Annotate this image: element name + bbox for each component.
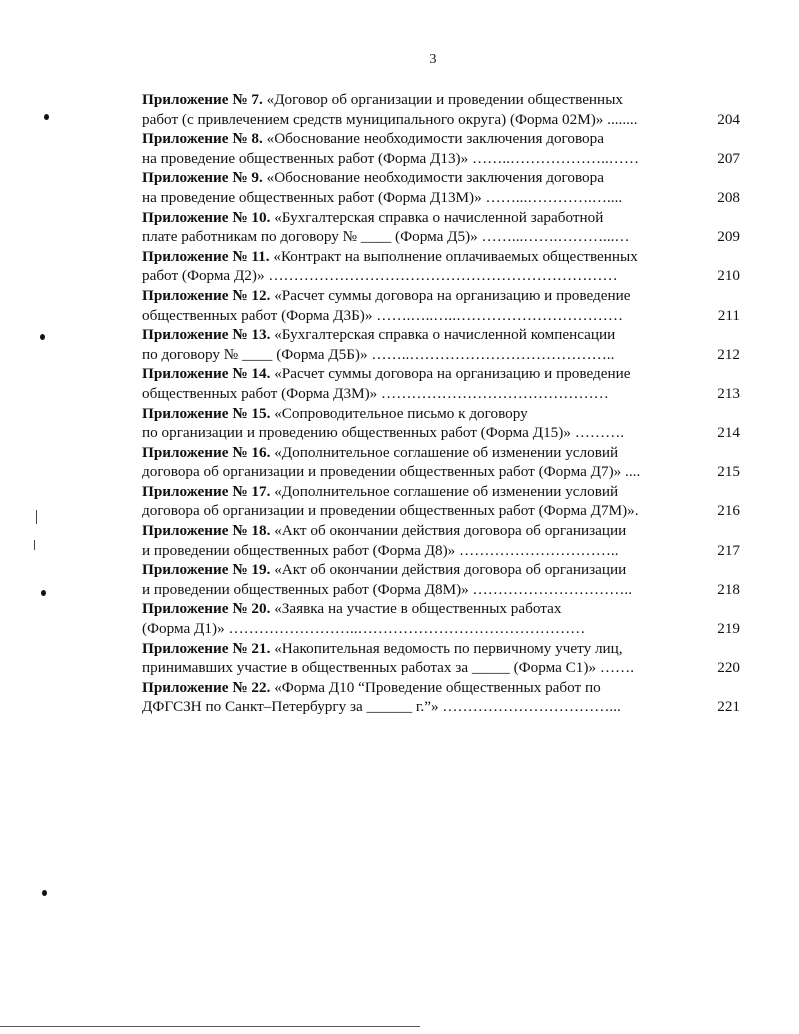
toc-entry [142,90,740,129]
toc-entry-line [142,364,740,384]
toc-entry-title: «Накопительная ведомость по первичному учету лиц, [274,639,623,657]
toc-entry-title: «Сопроводительное письмо к договору [274,404,528,422]
toc-entry-page: 221 [717,698,740,716]
scan-artifact-line [34,540,35,550]
toc-entry-title: работ (с привлечением средств муниципального округа) (Форма 02М)» ........ [142,110,638,128]
scan-artifact-line [0,1026,420,1027]
toc-entry-label: Приложение № 9. [142,169,263,187]
toc-entry-line [142,110,740,130]
toc-entry-line [142,129,740,149]
toc-entry-label: Приложение № 10. [142,208,271,226]
toc-entry [142,286,740,325]
toc-entry-title: принимавших участие в общественных работах за _____ (Форма С1)» ……. [142,659,635,677]
toc-entry-page: 209 [717,228,740,246]
toc-entry-line [142,639,740,659]
toc-entry-label: Приложение № 8. [142,130,263,148]
toc-entry-line [142,247,740,267]
toc-entry-page: 218 [717,580,740,598]
toc-entry [142,678,740,717]
toc-entry-title: «Бухгалтерская справка о начисленной заработной [274,208,604,226]
toc-entry-page: 211 [717,306,740,324]
toc-entry-title: «Расчет суммы договора на организацию и проведение [274,365,631,383]
toc-entry [142,168,740,207]
toc-entry-page: 220 [717,659,740,677]
toc-entry [142,560,740,599]
toc-entry [142,482,740,521]
binder-mark [40,334,45,340]
toc-entry-label: Приложение № 19. [142,561,271,579]
toc-entry [142,639,740,678]
toc-entry-page: 219 [717,620,740,638]
toc-entry-title: «Расчет суммы договора на организацию и проведение [274,286,631,304]
toc-entry [142,364,740,403]
toc-entry-label: Приложение № 16. [142,443,271,461]
toc-entry-title: договора об организации и проведении общественных работ (Форма Д7М)». [142,502,639,520]
toc-entry-title: на проведение общественных работ (Форма Д13М)» ……...………….….... [142,188,623,206]
toc-entry [142,443,740,482]
toc-entry-page: 204 [717,110,740,128]
toc-entry-line [142,208,740,228]
toc-entry-title: «Заявка на участие в общественных работах [274,600,562,618]
toc-entry-title: (Форма Д1)» ……………………..……………………………………… [142,620,586,638]
toc-entry-line [142,404,740,424]
toc-entry-line [142,286,740,306]
toc-entry-line [142,443,740,463]
toc-entry-line [142,658,740,678]
toc-entry-line [142,521,740,541]
binder-mark [42,890,47,896]
toc-entry-page: 208 [717,188,740,206]
toc-entry-label: Приложение № 22. [142,678,271,696]
toc-entry [142,208,740,247]
table-of-contents [142,90,740,717]
toc-entry-title: «Обоснование необходимости заключения договора [266,169,604,187]
toc-entry-label: Приложение № 11. [142,247,270,265]
toc-entry-line [142,619,740,639]
toc-entry-title: «Договор об организации и проведении общественных [266,91,623,108]
toc-entry-title: «Дополнительное соглашение об изменении условий [274,443,619,461]
toc-entry [142,247,740,286]
toc-entry-title: «Дополнительное соглашение об изменении условий [274,482,619,500]
toc-entry-label: Приложение № 20. [142,600,271,618]
toc-entry-line [142,697,740,717]
toc-entry-title: «Контракт на выполнение оплачиваемых общественных [273,247,638,265]
toc-entry-title: общественных работ (Форма Д3М)» ……………………………………… [142,384,609,402]
toc-entry-page: 212 [717,345,740,363]
scan-artifact-line [36,510,37,524]
toc-entry-page: 214 [717,424,740,442]
toc-entry-label: Приложение № 18. [142,522,271,540]
page-number: 3 [429,52,437,67]
toc-entry-title: «Акт об окончании действия договора об организации [274,561,627,579]
toc-entry-line [142,599,740,619]
toc-entry [142,521,740,560]
toc-entry-title: плате работникам по договору № ____ (Форма Д5)» ……...…….………...… [142,228,630,246]
toc-entry-line [142,384,740,404]
toc-entry-title: «Форма Д10 “Проведение общественных работ по [274,678,601,696]
toc-entry-label: Приложение № 13. [142,326,271,344]
toc-entry [142,325,740,364]
toc-entry-title: общественных работ (Форма Д3Б)» …….…..…..…………………………… [142,306,624,324]
toc-entry-title: и проведении общественных работ (Форма Д8М)» ………………………….. [142,580,633,598]
toc-entry [142,404,740,443]
toc-entry-line [142,149,740,169]
toc-entry-line [142,188,740,208]
toc-entry-title: «Акт об окончании действия договора об организации [274,522,627,540]
toc-entry-line [142,325,740,345]
toc-entry-label: Приложение № 17. [142,482,271,500]
toc-entry-title: «Обоснование необходимости заключения договора [266,130,604,148]
toc-entry-page: 217 [717,541,740,559]
toc-entry-label: Приложение № 15. [142,404,271,422]
toc-entry-title: и проведении общественных работ (Форма Д8)» ………………………….. [142,541,619,559]
toc-entry-title: работ (Форма Д2)» …………………………………………………………… [142,267,618,285]
toc-entry-title: «Бухгалтерская справка о начисленной компенсации [274,326,616,344]
toc-entry-title: по договору № ____ (Форма Д5Б)» ……..………………………………….. [142,345,615,363]
toc-entry-line [142,501,740,521]
toc-entry-line [142,168,740,188]
toc-entry-line [142,482,740,502]
toc-entry-line [142,266,740,286]
toc-entry-line [142,541,740,561]
binder-mark [41,590,46,596]
toc-entry-label: Приложение № 21. [142,639,271,657]
toc-entry [142,129,740,168]
toc-entry-title: ДФГСЗН по Санкт–Петербургу за ______ г.”» ……………………………... [142,698,621,716]
toc-entry-line [142,345,740,365]
binder-mark [44,114,49,120]
toc-entry [142,599,740,638]
toc-entry-title: договора об организации и проведении общественных работ (Форма Д7)» .... [142,463,641,481]
toc-entry-line [142,678,740,698]
toc-entry-page: 216 [717,502,740,520]
toc-entry-page: 207 [717,149,740,167]
toc-entry-line [142,90,740,110]
toc-entry-page: 215 [717,463,740,481]
toc-entry-label: Приложение № 12. [142,286,271,304]
toc-entry-line [142,560,740,580]
toc-entry-page: 213 [717,384,740,402]
toc-entry-line [142,227,740,247]
toc-entry-label: Приложение № 7. [142,91,263,108]
toc-entry-line [142,306,740,326]
toc-entry-line [142,423,740,443]
toc-entry-page: 210 [717,267,740,285]
toc-entry-line [142,462,740,482]
toc-entry-title: по организации и проведению общественных работ (Форма Д15)» ………. [142,424,625,442]
toc-entry-title: на проведение общественных работ (Форма Д13)» ……..………………..…… [142,149,640,167]
toc-entry-label: Приложение № 14. [142,365,271,383]
toc-entry-line [142,580,740,600]
